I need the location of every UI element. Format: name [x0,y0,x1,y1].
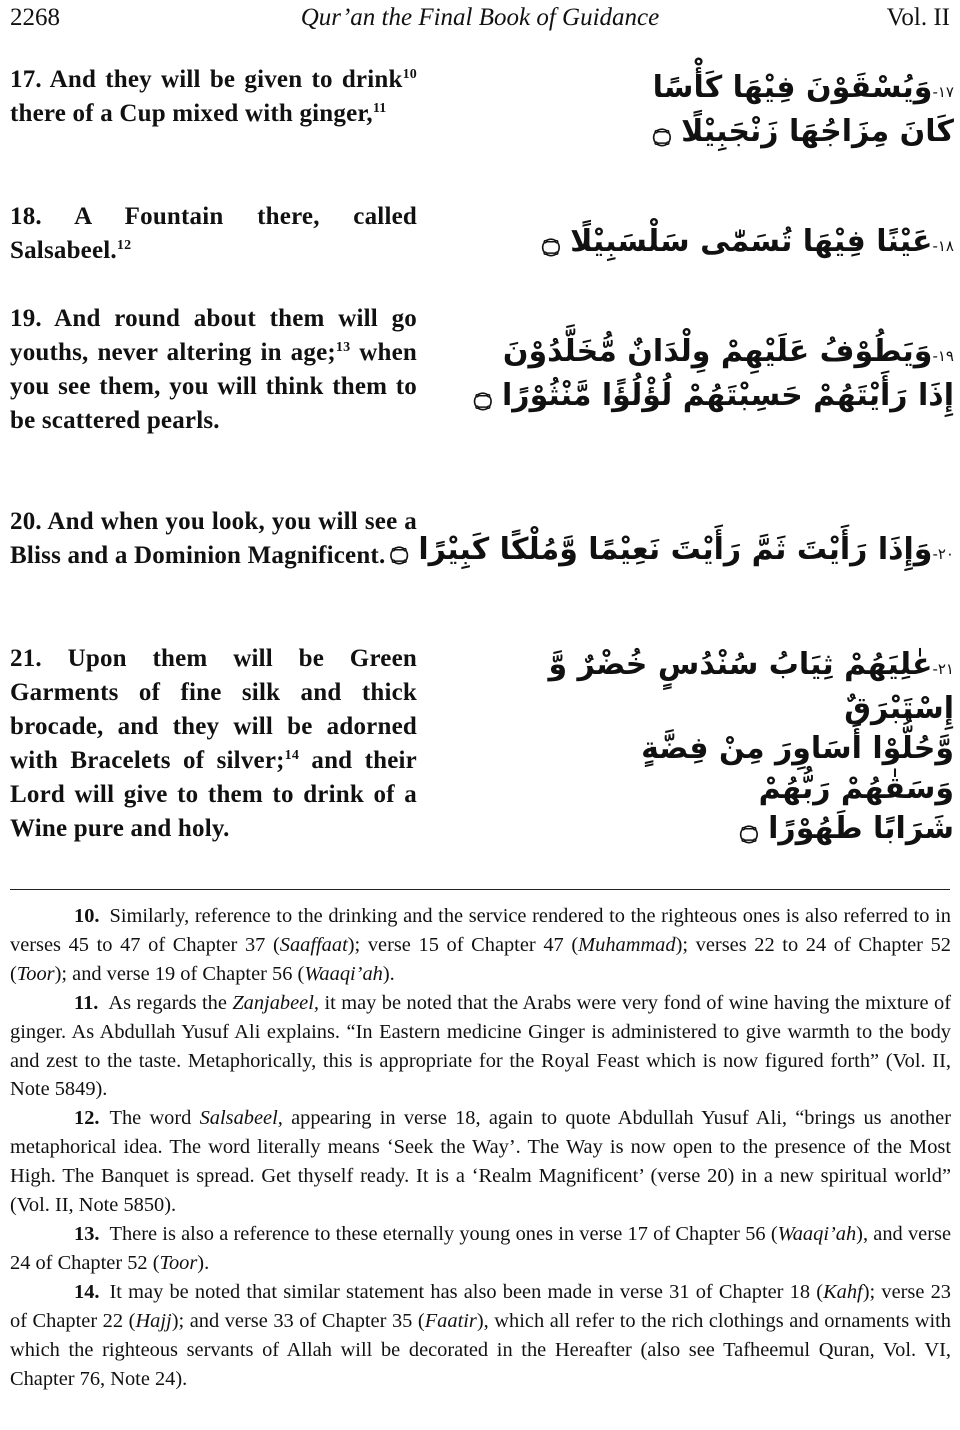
footnote-14: 14. It may be noted that similar statement has also been made in verse 31 of Chapter 18 (Kahf); verse 23 of Chapter 22 (Hajj); and verse 33 of Chapter 35 (Faatir), which all refer to the rich clothings and ornaments with which the righteous servants of Allah will be decorated in the Hereafter (also see Tafheemul Quran, Vol. VI, Chapter 76, Note 24). [10,1280,951,1390]
page-header [10,2,950,34]
footnote-divider [10,889,950,890]
verse-17-arabic: ١٧-وَيُسْقَوْنَ فِيْهَا كَأْسًا كَانَ مِزَاجُهَا زَنْجَبِيْلًا ۝ [652,70,954,149]
footnote-ref-12[interactable]: 12 [116,238,132,253]
verse-18-arabic: ١٨-عَيْنًا فِيْهَا تُسَمّٰى سَلْسَبِيْلًا ۝ [542,224,954,259]
verse-21-translation: 21. Upon them will be Green Garments of fine silk and thick brocade, and they will be adorned with Bracelets of silver;$^{14}$ and their Lord will give to them to drink of a Wine pure and holy. [10,645,417,842]
page-number: 2268 [10,4,60,31]
verse-19-arabic: ١٩-وَيَطُوْفُ عَلَيْهِمْ وِلْدَانٌ مُّخَلَّدُوْنَ إِذَا رَأَيْتَهُمْ حَسِبْتَهُمْ لُؤْلُؤًا مَّنْثُوْرًا ۝ [474,334,954,413]
verse-20-arabic: ٢٠-وَإِذَا رَأَيْتَ ثَمَّ رَأَيْتَ نَعِيْمًا وَّمُلْكًا كَبِيْرًا ۝ [390,532,954,567]
volume-label: Vol. II [886,4,950,31]
verse-19-translation: 19. And round about them will go youths, never altering in age;$^{13}$ when you see them, you will think them to be scattered pearls. [10,305,417,434]
footnote-10: 10. Similarly, reference to the drinking and the service rendered to the righteous ones is also referred to in verses 45 to 47 of Chapter 37 (Saaffaat); verse 15 of Chapter 47 (Muhammad); verses 22 to 24 of Chapter 52 (Toor); and verse 19 of Chapter 56 (Waaqi’ah). [10,905,952,985]
running-title: Qur’an the Final Book of Guidance [300,4,660,31]
footnote-ref-10[interactable]: 10 [402,67,417,82]
footnote-ref-13[interactable]: 13 [335,340,351,355]
verse-21-arabic: ٢١-عٰلِيَهُمْ ثِيَابُ سُنْدُسٍ خُضْرٌ وَّ إِسْتَبْرَقٌ وَّحُلُّوْا أَسَاوِرَ مِنْ فِضَّةٍ وَسَقٰهُمْ رَبُّهُمْ شَرَابًا طَهُوْرًا ۝ [548,647,954,846]
footnote-13: 13. There is also a reference to these eternally young ones in verse 17 of Chapter 56 (Waaqi’ah), and verse 24 of Chapter 52 (Toor). [10,1222,952,1274]
footnote-11: 11. As regards the Zanjabeel, it may be noted that the Arabs were very fond of wine having the mixture of ginger. As Abdullah Yusuf Ali explains. “In Eastern medicine Ginger is administered to give warmth to the body and zest to the taste. Metaphorically, this is appropriate for the Royal Feast which is now figured forth” (Vol. II, Note 5849). [10,991,951,1101]
footnote-12: 12. The word Salsabeel, appearing in verse 18, again to quote Abdullah Yusuf Ali, “brings us another metaphorical idea. The word literally means ‘Seek the Way’. The Way is now open to the presence of the Most High. The Banquet is spread. Get thyself ready. It is a ‘Realm Magnificent’ (verse 20) in a new spiritual world” (Vol. II, Note 5850). [10,1107,951,1217]
verse-20-translation: 20. And when you look, you will see a Bliss and a Dominion Magnificent. [10,508,417,569]
verse-17-translation: 17. And they will be given to drink$^{10}$ there of a Cup mixed with ginger,$^{11}$ [10,66,417,127]
verse-18-translation: 18. A Fountain there, called Salsabeel.$^{12}$ [10,203,417,264]
footnote-ref-14[interactable]: 14 [284,748,300,763]
footnotes [10,902,951,1393]
footnote-ref-11[interactable]: 11 [372,101,387,116]
